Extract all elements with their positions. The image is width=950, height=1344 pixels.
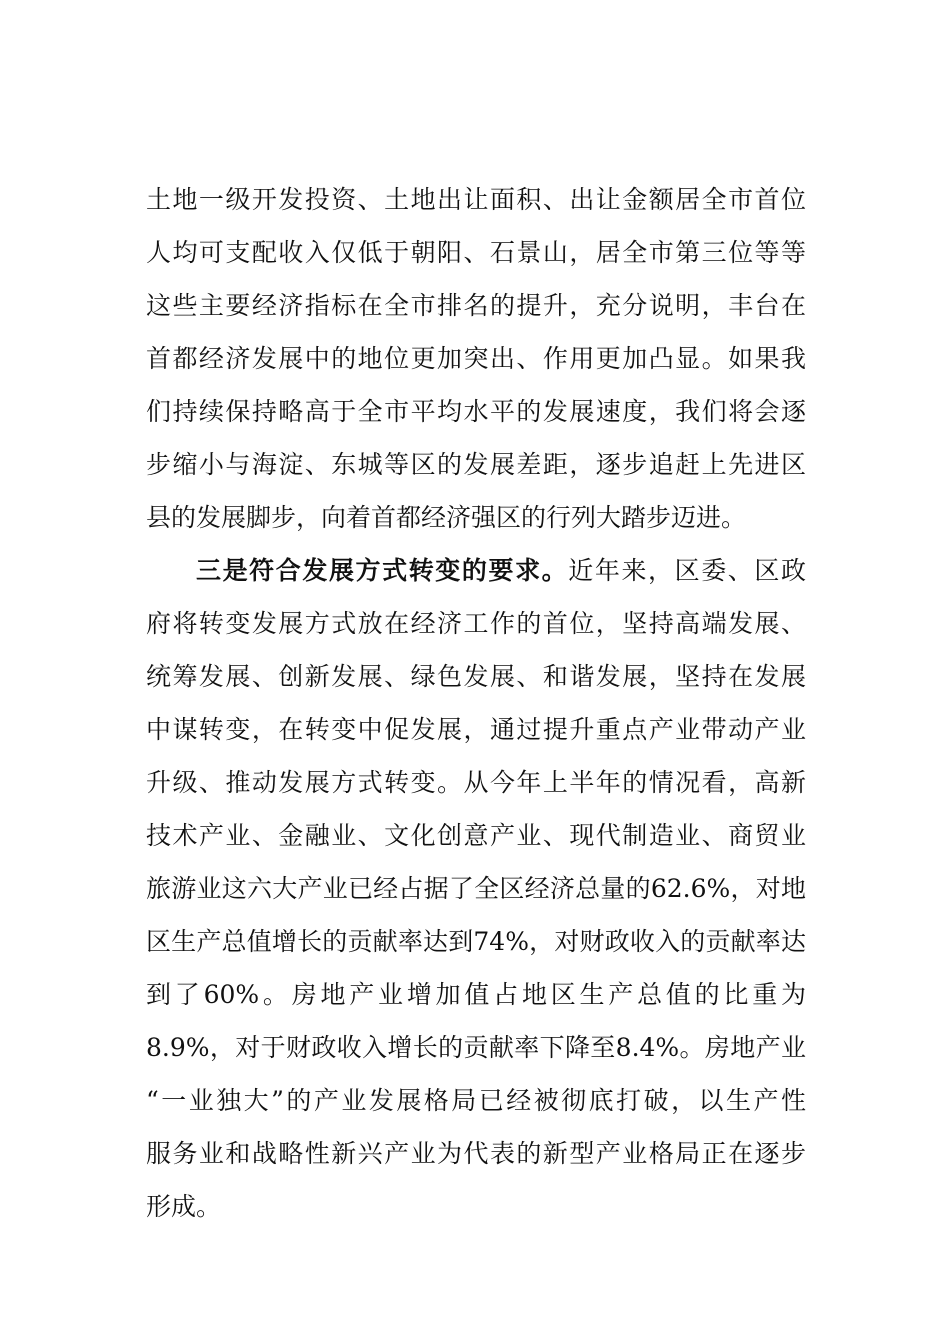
- paragraph-line: “一业独大”的产业发展格局已经被彻底打破，以生产性: [146, 1086, 806, 1115]
- paragraph-first-line: [196, 551, 806, 591]
- paragraph-text: 近年来，区委、区政: [568, 556, 806, 585]
- paragraph-line: 步缩小与海淀、东城等区的发展差距，逐步追赶上先进区: [146, 450, 806, 479]
- paragraph-line: 县的发展脚步，向着首都经济强区的行列大踏步迈进。: [146, 503, 747, 532]
- section-heading: 三是符合发展方式转变的要求。: [196, 556, 569, 585]
- paragraph-line: 们持续保持略高于全市平均水平的发展速度，我们将会逐: [146, 397, 806, 426]
- paragraph-line: 土地一级开发投资、土地出让面积、出让金额居全市首位: [146, 185, 806, 214]
- paragraph-line: 8.9%，对于财政收入增长的贡献率下降至8.4%。房地产业: [146, 1033, 806, 1062]
- paragraph-line: 人均可支配收入仅低于朝阳、石景山，居全市第三位等等: [146, 238, 806, 267]
- paragraph-line: 统筹发展、创新发展、绿色发展、和谐发展，坚持在发展: [146, 662, 806, 691]
- paragraph-line: 区生产总值增长的贡献率达到74%，对财政收入的贡献率达: [146, 927, 806, 956]
- paragraph-line: 府将转变发展方式放在经济工作的首位，坚持高端发展、: [146, 609, 806, 638]
- paragraph-line: 服务业和战略性新兴产业为代表的新型产业格局正在逐步: [146, 1139, 806, 1168]
- paragraph-line: 技术产业、金融业、文化创意产业、现代制造业、商贸业: [146, 821, 806, 850]
- paragraph-line: 这些主要经济指标在全市排名的提升，充分说明，丰台在: [146, 291, 806, 320]
- paragraph-line: 形成。: [146, 1192, 222, 1221]
- paragraph-line: 到了60%。房地产业增加值占地区生产总值的比重为: [146, 980, 806, 1009]
- paragraph-line: 首都经济发展中的地位更加突出、作用更加凸显。如果我: [146, 344, 806, 373]
- paragraph-line: 旅游业这六大产业已经占据了全区经济总量的62.6%，对地: [146, 874, 806, 903]
- paragraph-line: 中谋转变，在转变中促发展，通过提升重点产业带动产业: [146, 715, 806, 744]
- paragraph-line: 升级、推动发展方式转变。从今年上半年的情况看，高新: [146, 768, 806, 797]
